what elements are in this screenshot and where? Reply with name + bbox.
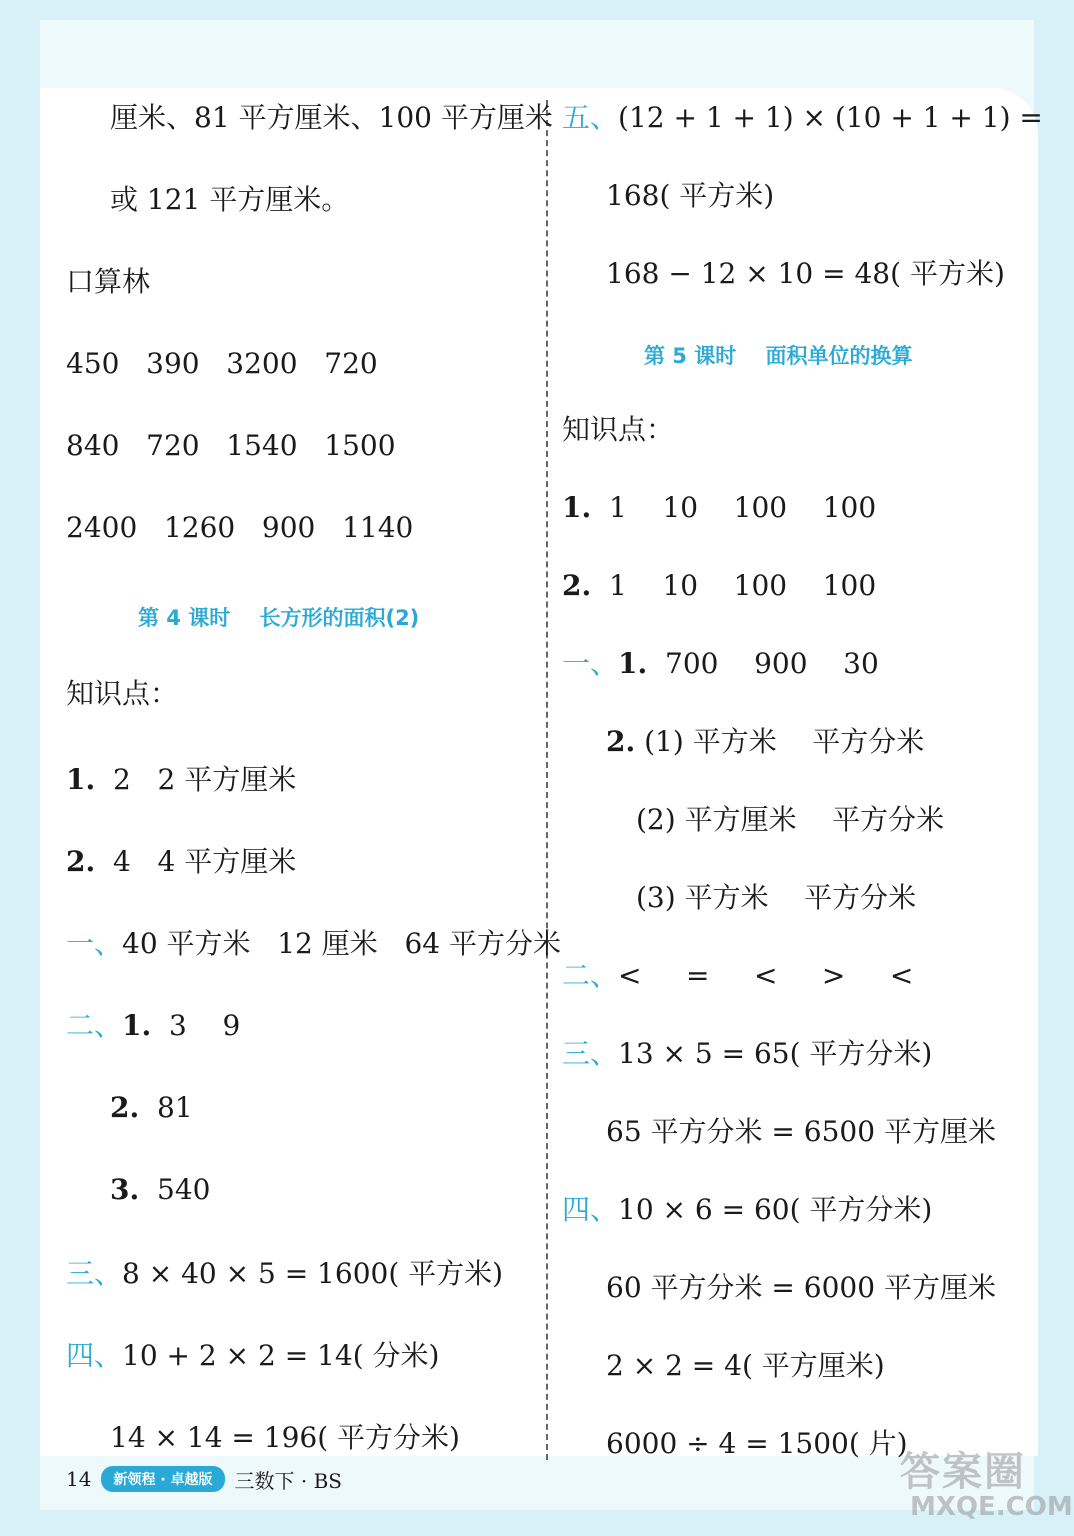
kousuan-row-2: 840 720 1540 1500 [66,429,396,462]
right-s5-text: (12 + 1 + 1) × (10 + 1 + 1) = [618,101,1043,134]
right-s1-text-2: (1) 平方米 平方分米 [635,725,925,758]
right-section-1 [562,646,879,682]
right-s4-line-3: 2 × 2 = 4( 平方厘米) [606,1349,885,1382]
kousuan-row-3: 2400 1260 900 1140 [66,511,414,544]
right-s1-item-2c: (3) 平方米 平方分米 [636,881,917,914]
left-section-3 [66,1256,503,1292]
book-subtitle: 三数下 · BS [234,1468,343,1493]
right-s5-line-3: 168 − 12 × 10 = 48( 平方米) [606,257,1005,290]
left-kp-1-text: 2 2 平方厘米 [95,763,297,796]
right-s3-mark: 三、 [562,1037,619,1070]
right-s1-num-2: 2. [606,725,636,758]
lesson-5-title: 第 5 课时 面积单位的换算 [644,344,913,368]
left-continuation-1: 厘米、81 平方厘米、100 平方厘米 [110,101,553,134]
right-kp-1 [562,490,876,526]
left-s3-text: 8 × 40 × 5 = 1600( 平方米) [122,1257,504,1290]
right-kp-2 [562,568,876,604]
right-s1-item-2b: (2) 平方厘米 平方分米 [636,803,945,836]
left-kp-1-num: 1. [66,763,96,796]
left-s3-mark: 三、 [66,1257,123,1290]
right-s4-line-2: 60 平方分米 = 6000 平方厘米 [606,1271,996,1304]
left-s4-mark: 四、 [66,1339,123,1372]
right-s1-num-1: 1. [618,647,648,680]
left-kp-2-text: 4 4 平方厘米 [95,845,297,878]
right-s2-text: < = < > < [618,959,914,992]
right-section-3 [562,1036,932,1072]
right-s3-text: 13 × 5 = 65( 平方分米) [618,1037,933,1070]
right-s5-line-2: 168( 平方米) [606,179,775,212]
left-s2-item-2 [110,1090,193,1126]
left-s2-num-1: 1. [122,1009,152,1042]
left-s4-line-2: 14 × 14 = 196( 平方分米) [110,1421,460,1454]
left-kp-2 [66,844,296,880]
right-s1-mark: 一、 [562,647,619,680]
left-continuation-2: 或 121 平方厘米。 [110,183,350,216]
left-s2-item-3 [110,1172,210,1208]
left-s2-text-2: 81 [139,1091,193,1124]
right-s4-text: 10 × 6 = 60( 平方分米) [618,1193,933,1226]
page-number: 14 [66,1467,92,1491]
brand-badge: 新领程 · 卓越版 [101,1466,224,1492]
left-s4-text: 10 + 2 × 2 = 14( 分米) [122,1339,440,1372]
column-divider [546,100,548,1460]
right-s4-line-4: 6000 ÷ 4 = 1500( 片) [606,1427,908,1460]
right-s4-mark: 四、 [562,1193,619,1226]
kousuan-title: 口算林 [66,265,151,298]
left-kp-2-num: 2. [66,845,96,878]
right-s5-mark: 五、 [562,101,619,134]
right-section-5 [562,100,1043,136]
watermark-url: MXQE.COM [910,1492,1073,1522]
left-s2-text-3: 540 [139,1173,211,1206]
left-section-1 [66,926,561,962]
watermark-text: 答案圈 [900,1449,1026,1495]
right-s2-mark: 二、 [562,959,619,992]
left-s2-text-1: 3 9 [151,1009,241,1042]
left-section-2 [66,1008,240,1044]
watermark-logo [890,1440,1073,1528]
left-s2-num-3: 3. [110,1173,140,1206]
right-kp-2-text: 1 10 100 100 [591,569,877,602]
lesson-4-title: 第 4 课时 长方形的面积(2) [138,606,420,630]
left-section-4 [66,1338,439,1374]
left-s2-mark: 二、 [66,1009,123,1042]
right-knowledge-label: 知识点： [562,413,675,446]
right-s1-item-2 [606,724,924,760]
right-s3-line-2: 65 平方分米 = 6500 平方厘米 [606,1115,996,1148]
right-kp-1-num: 1. [562,491,592,524]
left-s1-text: 40 平方米 12 厘米 64 平方分米 [122,927,562,960]
right-kp-1-text: 1 10 100 100 [591,491,877,524]
right-s1-text-1: 700 900 30 [647,647,879,680]
left-kp-1 [66,762,296,798]
left-knowledge-label: 知识点： [66,677,179,710]
right-kp-2-num: 2. [562,569,592,602]
left-s2-num-2: 2. [110,1091,140,1124]
right-section-2 [562,958,913,994]
kousuan-row-1: 450 390 3200 720 [66,347,378,380]
page-footer [66,1464,342,1494]
left-s1-mark: 一、 [66,927,123,960]
right-section-4 [562,1192,932,1228]
